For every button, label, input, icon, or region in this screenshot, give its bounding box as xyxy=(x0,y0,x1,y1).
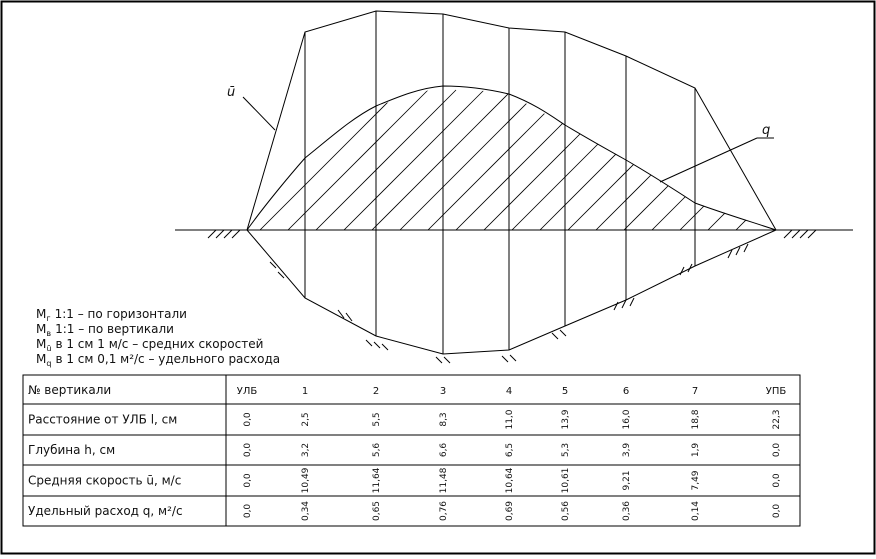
legend-subscript: ū xyxy=(46,344,52,353)
discharge-curve xyxy=(247,86,776,230)
scale-legend xyxy=(36,307,280,368)
riverbed-profile xyxy=(247,230,776,354)
table-cell: 8,3 xyxy=(439,412,449,427)
table-column-header: УЛБ xyxy=(236,386,258,397)
table-row-label: Средняя скорость ū, м/с xyxy=(28,473,182,488)
table-column-header: 1 xyxy=(301,386,309,397)
table-cell: 0,0 xyxy=(243,412,253,427)
table-cell: 16,0 xyxy=(622,409,632,430)
table-column-header: 6 xyxy=(622,386,630,397)
table-cell: 11,64 xyxy=(372,467,382,494)
table-cell: 0,0 xyxy=(243,442,253,458)
table-cell: 6,6 xyxy=(439,442,449,458)
legend-text: 1:1 – по вертикали xyxy=(55,322,174,336)
table-cell: 5,5 xyxy=(372,412,382,427)
bank-hatching xyxy=(208,230,816,238)
legend-symbol: M xyxy=(36,307,47,321)
table-header-label: № вертикали xyxy=(28,383,112,397)
velocity-leader-line xyxy=(243,97,275,130)
table-column-header: 2 xyxy=(372,386,380,397)
table-cell: 11,0 xyxy=(505,409,515,430)
velocity-curve-label: ū xyxy=(227,85,236,100)
legend-text: в 1 см 1 м/с – средних скоростей xyxy=(55,337,264,351)
legend-subscript: г xyxy=(46,314,51,323)
legend-entry xyxy=(36,307,187,323)
table-cell: 5,3 xyxy=(561,442,571,458)
table-cell: 6,5 xyxy=(505,442,515,458)
table-row-label: Удельный расход q, м²/с xyxy=(28,504,183,518)
table-cell: 2,5 xyxy=(301,412,311,427)
table-cell: 0,76 xyxy=(439,500,449,522)
table-cell: 13,9 xyxy=(561,409,571,430)
table-column-header: 5 xyxy=(561,386,569,397)
legend-entry xyxy=(36,322,174,338)
table-cell: 1,9 xyxy=(691,442,701,458)
table-cell: 0,36 xyxy=(622,500,632,522)
table-cell: 18,8 xyxy=(691,409,701,430)
table-cell: 0,0 xyxy=(772,442,782,458)
table-cell: 0,65 xyxy=(372,500,382,522)
legend-symbol: M xyxy=(36,337,47,351)
table-cell: 0,14 xyxy=(691,500,701,522)
table-cell: 5,6 xyxy=(372,442,382,458)
table-cell: 11,48 xyxy=(439,467,449,494)
table-column-header: 4 xyxy=(505,386,513,397)
discharge-area-hatching xyxy=(240,90,876,250)
table-cell: 0,34 xyxy=(301,500,311,522)
table-column-header: УПБ xyxy=(765,386,787,397)
table-cell: 3,9 xyxy=(622,442,632,458)
legend-symbol: M xyxy=(36,352,47,366)
border-frame xyxy=(2,2,875,554)
table-column-header: 7 xyxy=(691,386,699,397)
table-cell: 10,64 xyxy=(505,467,515,494)
table-cell: 0,0 xyxy=(772,473,782,488)
legend-text: 1:1 – по горизонтали xyxy=(54,307,187,321)
discharge-leader-line xyxy=(660,138,757,182)
table-cell: 22,3 xyxy=(772,409,782,430)
table-cell: 0,56 xyxy=(561,500,571,522)
table-row-label: Глубина h, см xyxy=(28,443,116,457)
table-cell: 10,61 xyxy=(561,467,571,494)
table-cell: 0,69 xyxy=(505,500,515,522)
table-cell: 0,0 xyxy=(243,473,253,488)
legend-entry xyxy=(36,337,263,353)
legend-symbol: M xyxy=(36,322,47,336)
table-cell: 0,0 xyxy=(243,503,253,519)
legend-entry xyxy=(36,352,280,368)
legend-text: в 1 см 0,1 м²/с – удельного расхода xyxy=(55,352,281,366)
table-row-label: Расстояние от УЛБ l, см xyxy=(28,412,178,427)
table-cell: 3,2 xyxy=(301,442,311,458)
table-cell: 9,21 xyxy=(622,470,632,491)
legend-subscript: q xyxy=(46,359,52,368)
table-cell: 7,49 xyxy=(691,470,701,491)
table-column-header: 3 xyxy=(439,386,447,397)
data-table xyxy=(23,375,800,526)
discharge-curve-label: q xyxy=(762,123,771,138)
legend-subscript: в xyxy=(46,329,52,338)
velocity-curve xyxy=(247,11,776,230)
table-cell: 10,49 xyxy=(301,467,311,494)
table-cell: 0,0 xyxy=(772,503,782,519)
